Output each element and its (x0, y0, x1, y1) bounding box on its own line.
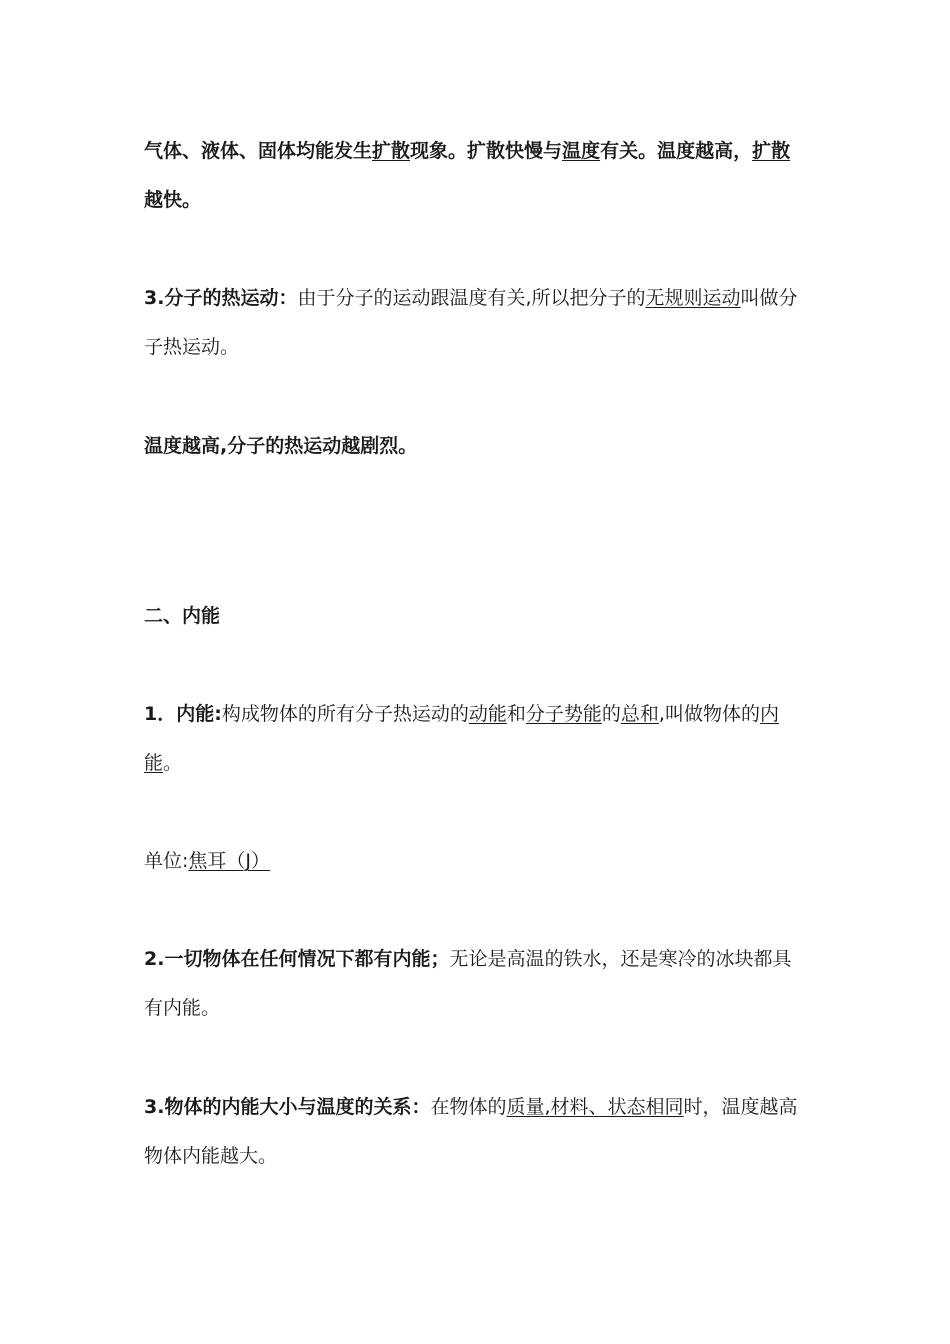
temperature-relation-paragraph (144, 1083, 809, 1181)
definition-text-5: 。 (163, 752, 183, 774)
diffusion-text-4: 越快。 (144, 189, 202, 211)
thermal-motion-text-2: 叫做分子热运动。 (144, 287, 798, 358)
unit-line (144, 837, 809, 886)
diffusion-underline-2: 扩散 (752, 140, 791, 162)
kinetic-energy-underline: 动能 (468, 703, 507, 725)
conditions-underline: 质量,材料、状态相同 (506, 1096, 684, 1118)
definition-text-3: 的 (601, 703, 621, 725)
thermal-motion-text-1: 由于分子的运动跟温度有关,所以把分子的 (297, 287, 646, 309)
all-objects-heading: 2.一切物体在任何情况下都有内能； (144, 948, 450, 970)
diffusion-paragraph (144, 127, 809, 225)
sum-underline: 总和 (620, 703, 659, 725)
diffusion-text-3: 有关。温度越高， (600, 140, 753, 162)
diffusion-text-1: 气体、液体、固体均能发生 (144, 140, 373, 162)
temperature-relation-text-2: 时，温度越高物体内能越大。 (144, 1096, 798, 1167)
temperature-relation-text-1: 在物体的 (430, 1096, 507, 1118)
all-objects-paragraph (144, 935, 809, 1033)
internal-energy-definition (144, 690, 809, 788)
definition-text-1: 构成物体的所有分子热运动的 (221, 703, 469, 725)
thermal-motion-rule (144, 422, 809, 471)
diffusion-text-2: 现象。扩散快慢与 (410, 140, 563, 162)
section-title-internal-energy: 二、内能 (144, 605, 221, 627)
all-objects-text: 无论是高温的铁水，还是寒冷的冰块都具有内能。 (144, 948, 792, 1019)
unit-label: 单位: (144, 850, 189, 872)
temperature-relation-heading: 3.物体的内能大小与温度的关系： (144, 1096, 431, 1118)
thermal-motion-paragraph (144, 274, 809, 372)
temperature-underline: 温度 (562, 140, 601, 162)
internal-energy-underline: 内能 (144, 703, 779, 774)
thermal-motion-rule-text: 温度越高,分子的热运动越剧烈。 (144, 435, 418, 457)
thermal-motion-heading: 3.分子的热运动： (144, 287, 298, 309)
diffusion-underline-1: 扩散 (372, 140, 411, 162)
irregular-motion-underline: 无规则运动 (645, 287, 741, 309)
definition-text-2: 和 (506, 703, 526, 725)
joule-underline: 焦耳（J） (188, 850, 271, 872)
potential-energy-underline: 分子势能 (525, 703, 602, 725)
definition-text-4: ,叫做物体的 (658, 703, 760, 725)
internal-energy-term: 1．内能: (144, 703, 222, 725)
